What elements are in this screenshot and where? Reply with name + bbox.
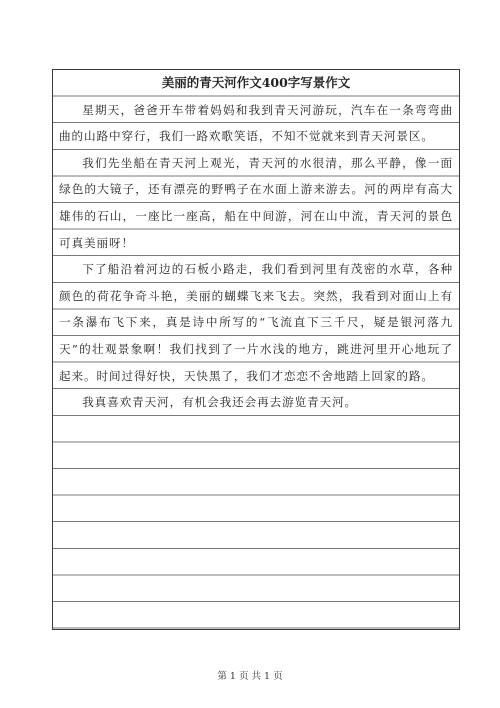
paragraph-1: 星期天，爸爸开车带着妈妈和我到青天河游玩，汽车在一条弯弯曲曲的山路中穿行，我们一路欢歌笑语，不知不觉就来到青天河景区。: [59, 102, 453, 144]
page-footer: 第 1 页 共 1 页: [217, 671, 283, 682]
paragraph-2: 我们先坐船在青天河上观光，青天河的水很清，那么平静，像一面绿色的大镜子，还有漂亮的野鸭子在水面上游来游去。河的两岸有高大雄伟的石山，一座比一座高，船在中间游，河在山中流，青天河的景色可真美丽呀！: [59, 155, 453, 250]
paragraph-4: 我真喜欢青天河，有机会我还会再去游览青天河。: [82, 395, 358, 410]
essay-title: 美丽的青天河作文400字写景作文: [161, 75, 351, 90]
paragraph-3: 下了船沿着河边的石板小路走，我们看到河里有茂密的水草，各种颜色的荷花争奇斗艳，美丽的蝴蝶飞来飞去。突然，我看到对面山上有一条瀑布飞下来，真是诗中所写的“飞流直下三千尺，疑是银河落九天”的壮观景象啊！我们找到了一片水浅的地方，跳进河里开心地玩了起来。时间过得好快，天快黑了，我们才恋恋不舍地踏上回家的路。: [59, 262, 453, 383]
essay-body: [53, 97, 459, 416]
essay-sheet: [52, 69, 460, 630]
